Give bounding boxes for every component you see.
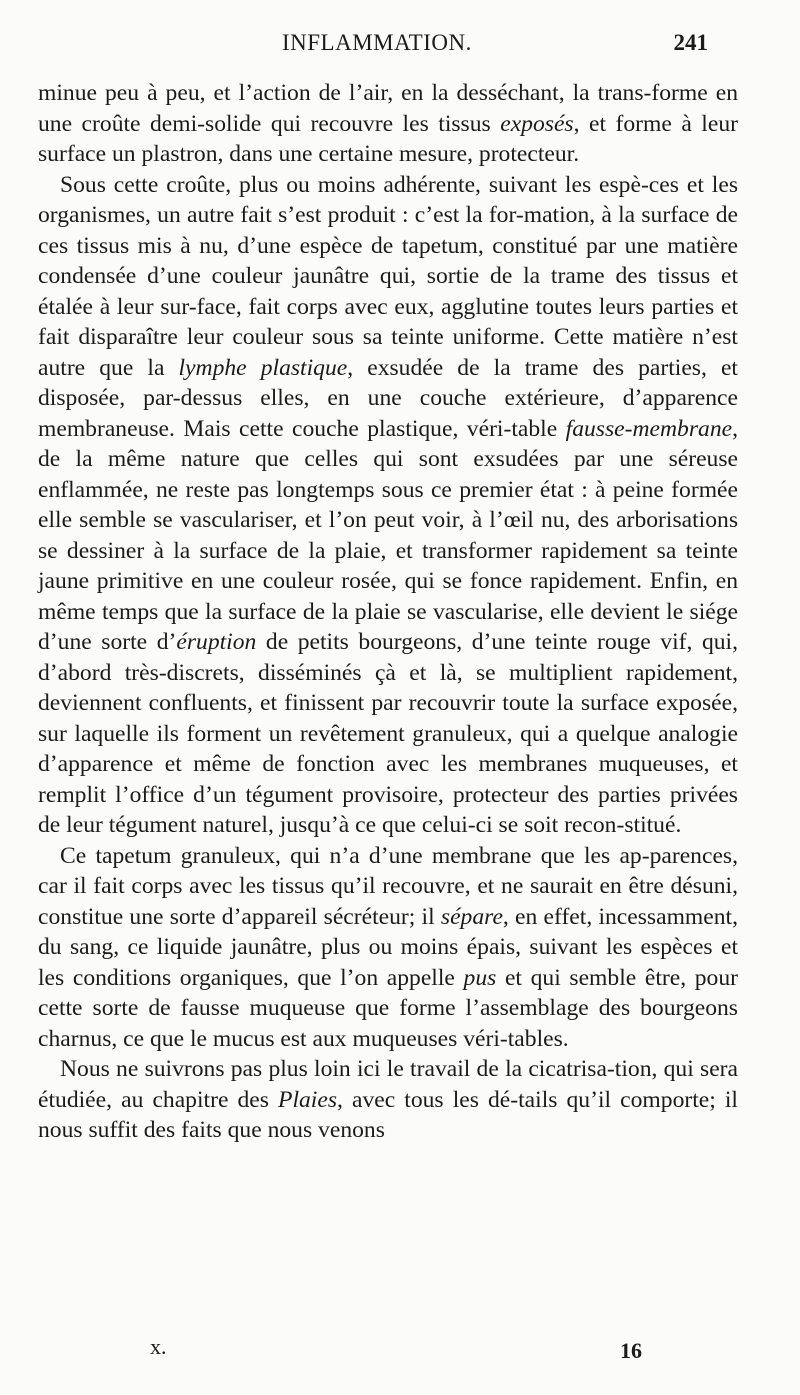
text-run: minue peu à peu, et l’action de l’air, en la desséchant, la trans-forme en une croûte demi-solide qui recouvre les tissus	[38, 80, 738, 137]
italic-run: lymphe plastique	[178, 354, 348, 381]
text-run: , en effet, incessamment, du sang, ce liquide jaunâtre, plus ou moins épais, suivant les espèces et les conditions organiques, que l’on appelle	[38, 903, 739, 991]
page-number: 241	[673, 30, 708, 55]
text-run: , avec tous les dé-tails qu’il comporte; il nous suffit des faits que nous venons	[38, 1086, 738, 1143]
running-title: INFLAMMATION.	[282, 30, 472, 55]
text-run: Ce tapetum granuleux, qui n’a d’une membrane que les ap-parences, car il fait corps avec les tissus qu’il recouvre, et ne saurait en être désuni, constitue une sorte d’appareil sécréteur; il	[38, 842, 738, 930]
text-run: , exsudée de la trame des parties, et disposée, par-dessus elles, en une couche extérieure, d’apparence membraneuse. Mais cette couche plastique, véri-table	[38, 354, 738, 442]
text-run: , et forme à leur surface un plastron, dans une certaine mesure, protecteur.	[38, 110, 738, 167]
text-run: , de la même nature que celles qui sont exsudées par une séreuse enflammée, ne reste pas longtemps sous ce premier état : à peine formée elle semble se vasculariser, et l’on peut voir, à l’œil nu, des arborisations se dessiner à la surface de la plaie, et transformer rapidement sa teinte jaune primitive en une couleur rosée, qui se fonce rapidement. Enfin, en même temps que la surface de la plaie se vascularise, elle devient le siége d’une sorte d’	[38, 415, 738, 655]
paragraph-1	[38, 78, 738, 170]
paragraph-2	[38, 170, 738, 841]
text-run: et qui semble être, pour cette sorte de fausse muqueuse que forme l’assemblage des bourgeons charnus, ce que le mucus est aux muqueuses véri-tables.	[38, 964, 739, 1052]
italic-run: pus	[463, 964, 497, 991]
italic-run: sépare	[440, 903, 503, 930]
italic-run: éruption	[176, 629, 257, 655]
paragraph-3	[38, 841, 738, 1055]
signature-mark: x.	[150, 1334, 167, 1359]
paragraph-4	[38, 1054, 738, 1146]
page-header	[0, 30, 800, 60]
italic-run: exposés	[500, 110, 574, 137]
sheet-number: 16	[620, 1338, 642, 1363]
italic-run: fausse-membrane	[565, 415, 733, 442]
body-text	[38, 78, 738, 1146]
text-run: de petits bourgeons, d’une teinte rouge vif, qui, d’abord très-discrets, disséminés çà et là, se multiplient rapidement, deviennent confluents, et finissent par recouvrir toute la surface exposée, sur laquelle ils forment un revêtement granuleux, qui a quelque analogie d’apparence et même de fonction avec les membranes muqueuses, et remplit l’office d’un tégument provisoire, protecteur des parties privées de leur tégument naturel, jusqu’à ce que celui-ci se soit recon-stitué.	[38, 629, 738, 838]
text-run: Nous ne suivrons pas plus loin ici le travail de la cicatrisa-tion, qui sera étudiée, au chapitre des	[38, 1056, 738, 1113]
text-run: Sous cette croûte, plus ou moins adhérente, suivant les espè-ces et les organismes, un autre fait s’est produit : c’est la for-mation, à la surface de ces tissus mis à nu, d’une espèce de tapetum, constitué par une matière condensée d’une couleur jaunâtre qui, sortie de la trame des tissus et étalée à leur sur-face, fait corps avec eux, agglutine toutes leurs parties et fait disparaître leur couleur sous sa teinte uniforme. Cette matière n’est autre que la	[38, 171, 738, 381]
italic-run: Plaies	[278, 1086, 338, 1113]
page-footer	[0, 1334, 800, 1368]
